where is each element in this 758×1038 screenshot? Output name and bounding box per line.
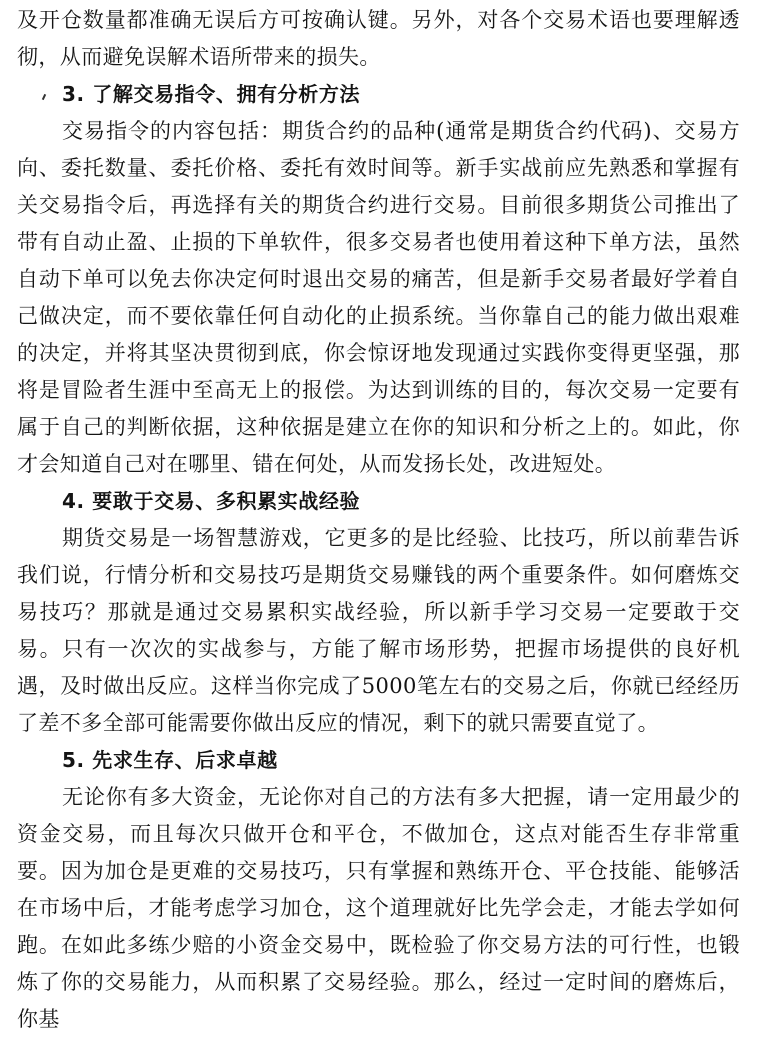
paragraph-section-4: 期货交易是一场智慧游戏，它更多的是比经验、比技巧，所以前辈告诉我们说，行情分析和交易技巧是期货交易赚钱的两个重要条件。如何磨炼交易技巧？那就是通过交易累积实战经验，所以新手学习交易一定要敢于交易。只有一次次的实战参与，方能了解市场形势，把握市场提供的良好机遇，及时做出反应。这样当你完成了5000笔左右的交易之后，你就已经经历了差不多全部可能需要你做出反应的情况，剩下的就只需要直觉了。 — [17, 526, 740, 735]
paragraph-section-3: 交易指令的内容包括：期货合约的品种(通常是期货合约代码)、交易方向、委托数量、委托价格、委托有效时间等。新手实战前应先熟悉和掌握有关交易指令后，再选择有关的期货合约进行交易。目前很多期货公司推出了带有自动止盈、止损的下单软件，很多交易者也使用着这种下单方法，虽然自动下单可以免去你决定何时退出交易的痛苦，但是新手交易者最好学着自己做决定，而不要依靠任何自动化的止损系统。当你靠自己的能力做出艰难的决定，并将其坚决贯彻到底，你会惊讶地发现通过实践你变得更坚强，那将是冒险者生涯中至高无上的报偿。为达到训练的目的，每次交易一定要有属于自己的判断依据，这种依据是建立在你的知识和分析之上的。如此，你才会知道自己对在哪里、错在何处，从而发扬长处，改进短处。 — [17, 119, 740, 476]
section-heading-5: 5. 先求生存、后求卓越 — [62, 748, 278, 772]
section-heading-3: 3. 了解交易指令、拥有分析方法 — [62, 82, 361, 106]
section-heading-4: 4. 要敢于交易、多积累实战经验 — [62, 489, 361, 513]
paragraph-intro-continuation: 及开仓数量都准确无误后方可按确认键。另外，对各个交易术语也要理解透彻，从而避免误解术语所带来的损失。 — [17, 8, 740, 69]
paragraph-section-5: 无论你有多大资金，无论你对自己的方法有多大把握，请一定用最少的资金交易，而且每次只做开仓和平仓，不做加仓，这点对能否生存非常重要。因为加仓是更难的交易技巧，只有掌握和熟练开仓、平仓技能、能够活在市场中后，才能考虑学习加仓，这个道理就好比先学会走，才能去学如何跑。在如此多练少赔的小资金交易中，既检验了你交易方法的可行性，也锻炼了你的交易能力，从而积累了交易经验。那么，经过一定时间的磨炼后，你基 — [17, 785, 740, 1031]
